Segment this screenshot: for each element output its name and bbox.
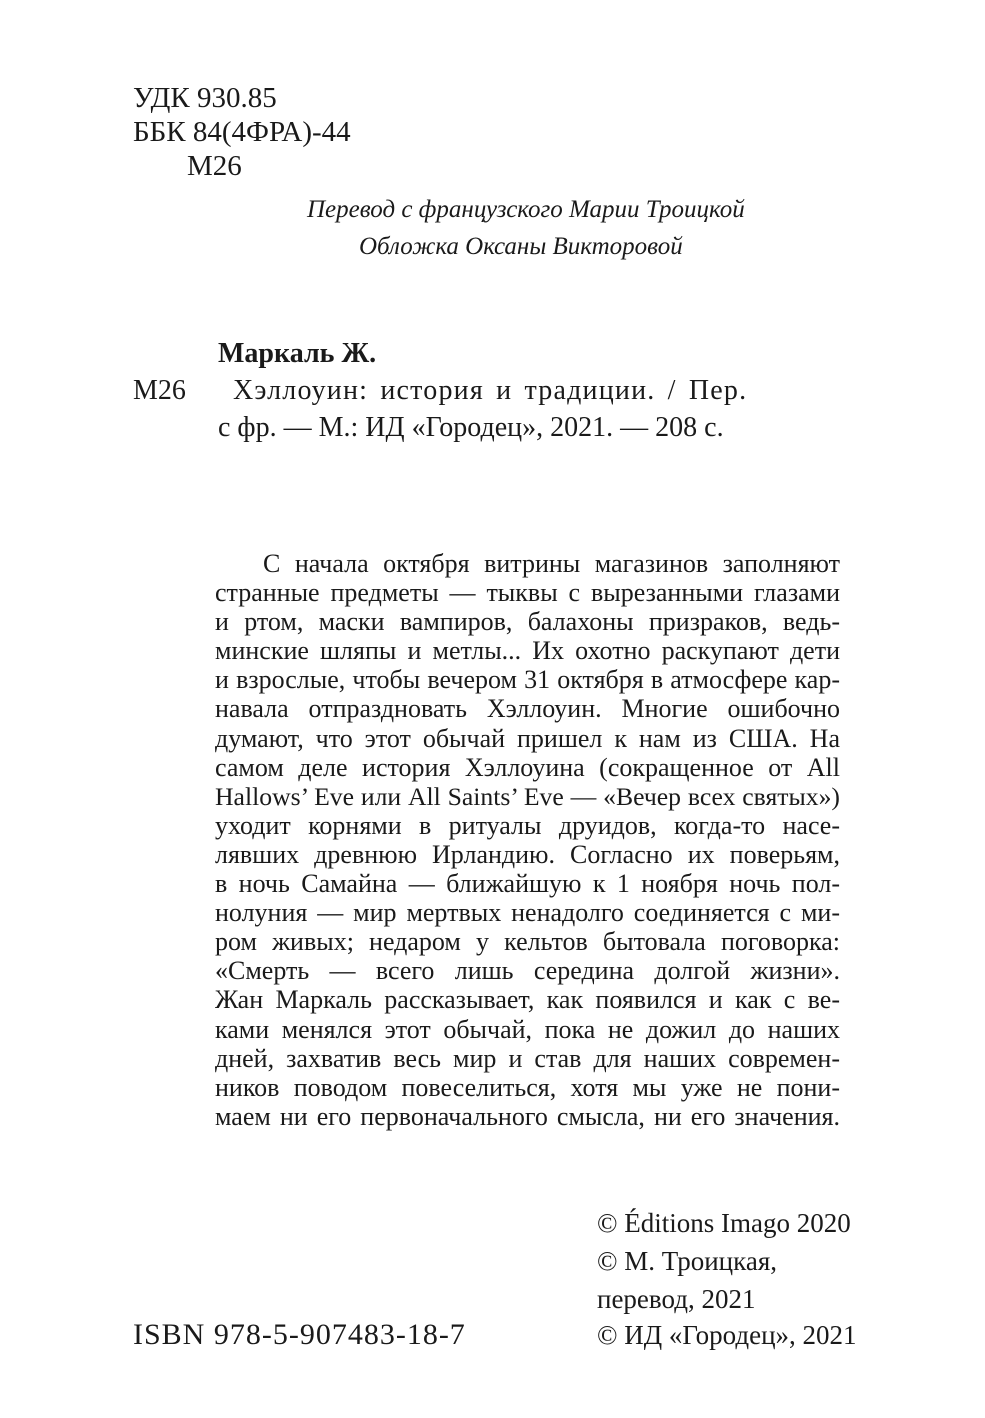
annotation-line: нолуния — мир мертвых ненадолго соединяется с ми-: [215, 898, 840, 928]
udk-code: УДК 930.85: [133, 82, 277, 114]
copyright-publisher-original: © Éditions Imago 2020: [597, 1208, 851, 1238]
record-imprint-line: с фр. — М.: ИД «Городец», 2021. — 208 с.: [218, 412, 724, 443]
annotation-line: маем ни его первоначального смысла, ни его значения.: [215, 1101, 840, 1131]
annotation-line: самом деле история Хэллоуина (сокращенное от All: [215, 752, 840, 782]
annotation-line: С начала октября витрины магазинов заполняют: [263, 549, 840, 578]
annotation-line: и взрослые, чтобы вечером 31 октября в атмосфере кар-: [215, 665, 840, 695]
record-author-mark: М26: [133, 375, 186, 406]
annotation-line: дней, захватив весь мир и став для наших современ-: [215, 1043, 840, 1073]
annotation: [215, 549, 840, 1131]
annotation-line: странные предметы — тыквы с вырезанными глазами: [215, 578, 840, 608]
annotation-line: навала отпраздновать Хэллоуин. Многие ошибочно: [215, 694, 840, 724]
annotation-line: думают, что этот обычай пришел к нам из США. На: [215, 723, 840, 753]
annotation-line: Жан Маркаль рассказывает, как появился и как с ве-: [215, 985, 840, 1015]
annotation-line: минские шляпы и метлы... Их охотно раскупают дети: [215, 636, 840, 666]
author-mark: М26: [187, 150, 242, 182]
annotation-line: ников поводом повеселиться, хотя мы уже не пони-: [215, 1072, 840, 1102]
annotation-line: лявших древнюю Ирландию. Согласно их поверьям,: [215, 839, 840, 869]
copyright-publisher: © ИД «Городец», 2021: [597, 1320, 857, 1350]
annotation-line: в ночь Самайна — ближайшую к 1 ноября ночь пол-: [215, 869, 840, 899]
annotation-line: и ртом, маски вампиров, балахоны призраков, ведь-: [215, 607, 840, 637]
record-author: Маркаль Ж.: [218, 338, 377, 369]
copyright-translation-year: перевод, 2021: [597, 1284, 756, 1314]
translator-credit: Перевод с французского Марии Троицкой: [307, 196, 745, 223]
cover-credit: Обложка Оксаны Викторовой: [359, 233, 683, 260]
bbk-code: ББК 84(4ФРА)-44: [133, 116, 351, 148]
annotation-line: ками менялся этот обычай, пока не дожил до наших: [215, 1014, 840, 1044]
isbn: ISBN 978-5-907483-18-7: [133, 1318, 466, 1351]
annotation-line: Hallows’ Eve или All Saints’ Eve — «Вечер всех святых»): [215, 781, 840, 811]
annotation-line: «Смерть — всего лишь середина долгой жизни».: [215, 956, 840, 986]
record-title-line: Хэллоуин: история и традиции. / Пер.: [233, 375, 748, 406]
annotation-line: уходит корнями в ритуалы друидов, когда-то насе-: [215, 810, 840, 840]
copyright-translator: © М. Троицкая,: [597, 1246, 777, 1276]
annotation-line: ром живых; недаром у кельтов бытовала поговорка:: [215, 927, 840, 957]
